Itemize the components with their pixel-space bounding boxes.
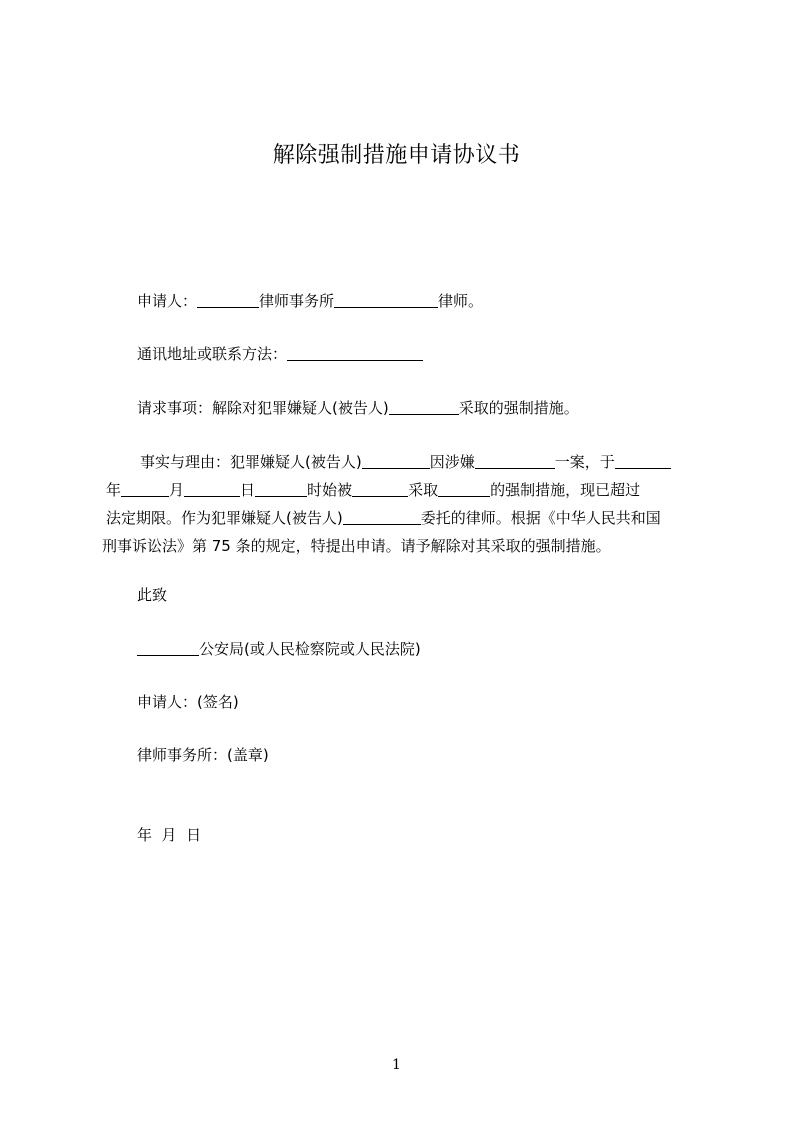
applicant-line — [137, 290, 483, 312]
blank-field — [475, 452, 555, 469]
facts-text: 因涉嫌 — [429, 453, 475, 471]
blank-field — [255, 480, 307, 497]
recipient-label: 公安局(或人民检察院或人民法院) — [199, 640, 421, 658]
blank-field — [615, 452, 671, 469]
blank-field — [343, 508, 421, 525]
law-firm-seal: 律师事务所：(盖章) — [137, 746, 269, 764]
facts-text: 委托的律师。根据《中华人民共和国 — [420, 509, 661, 527]
blank-field — [287, 344, 423, 361]
applicant-signature: 申请人：(签名) — [137, 693, 239, 711]
applicant-prefix: 申请人： — [137, 292, 198, 310]
facts-text: 时始被 — [307, 481, 353, 499]
contact-label: 通讯地址或联系方法： — [137, 345, 288, 363]
page-number: 1 — [392, 1057, 401, 1073]
salutation: 此致 — [137, 586, 168, 604]
blank-field — [197, 291, 259, 308]
facts-text: 的强制措施，现已超过 — [490, 481, 641, 499]
request-line — [137, 397, 579, 419]
contact-line — [137, 343, 423, 365]
blank-field — [137, 639, 199, 656]
facts-line-2 — [106, 479, 640, 501]
facts-line-3 — [106, 507, 661, 529]
blank-field — [352, 480, 408, 497]
request-suffix: 采取的强制措施。 — [458, 399, 579, 417]
blank-field — [184, 480, 240, 497]
facts-text: 日 — [240, 481, 256, 499]
facts-text: 一案，于 — [554, 453, 615, 471]
facts-text: 法定期限。作为犯罪嫌疑人(被告人) — [106, 509, 343, 527]
facts-text: 刑事诉讼法》第 75 条的规定，特提出申请。请予解除对其采取的强制措施。 — [102, 537, 611, 555]
facts-text: 采取 — [408, 481, 439, 499]
facts-text: 事实与理由：犯罪嫌疑人(被告人) — [140, 453, 362, 471]
blank-field — [389, 398, 459, 415]
applicant-suffix: 律师。 — [438, 292, 484, 310]
facts-line-4 — [102, 535, 611, 557]
facts-line-1 — [140, 451, 671, 473]
date-line: 年 月 日 — [137, 826, 202, 844]
blank-field — [334, 291, 438, 308]
recipient-line — [137, 638, 421, 660]
blank-field — [362, 452, 430, 469]
blank-field — [121, 480, 169, 497]
request-label: 请求事项：解除对犯罪嫌疑人(被告人) — [137, 399, 389, 417]
document-title: 解除强制措施申请协议书 — [272, 143, 521, 168]
facts-text: 月 — [169, 481, 185, 499]
applicant-law-firm-label: 律师事务所 — [259, 292, 335, 310]
facts-text: 年 — [106, 481, 122, 499]
blank-field — [438, 480, 490, 497]
